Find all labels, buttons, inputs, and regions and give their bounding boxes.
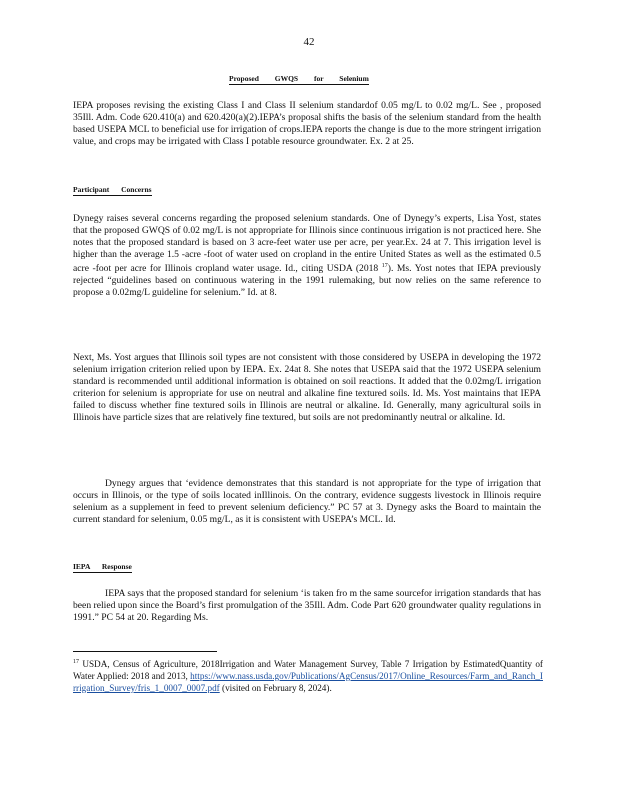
footnote-link[interactable]: https://www.nass.usda.gov/Publications/AgCensus/2017/Online_Resources/Farm_and_Ranch_Irrigation_Survey/fris_1_0007_0007.pdf — [73, 670, 543, 693]
footnote-number: 17 — [73, 659, 79, 665]
footnote-reference[interactable]: 17 — [381, 262, 388, 269]
paragraph-soil-types — [73, 352, 541, 423]
paragraph-text: Dynegy raises several concerns regarding the proposed selenium standards. One of Dynegy’s experts, Lisa Yost, states that the proposed GWQS of 0.02 mg/L is not appropriate for Illinois since continuous irrigation is not practiced here. She notes that the proposed standard is based on 3 acre-feet water use per acre, per year.Ex. 24 at 7. This irrigation level is higher than the average 1.5 -acre -foot of water used on cropland in the entire United States as well as the estimated 0.5 acre -foot per acre for Illinois cropland water usage. Id., citing USDA (2018 — [73, 213, 541, 274]
footnote-visited: (visited on February 8, 2024). — [222, 682, 332, 693]
section-heading: Proposed GWQS for Selenium — [229, 74, 369, 83]
paragraph-proposal — [73, 100, 541, 148]
paragraph-text-end: ). Ms. Yost notes that IEPA previously rejected “guidelines based on continuous watering in the 1991 rulemaking, but now relies on the same reference to propose a 0.02mg/L guideline for selenium.” Id. at 8. — [73, 262, 541, 298]
paragraph-iepa-response — [73, 588, 541, 624]
paragraph-text: Dynegy argues that ‘evidence demonstrates that this standard is not appropriate for the type of irrigation that occurs in Illinois, or the type of soils located inIllinois. On the contrary, evidence suggests livestock in Illinois require selenium as a supplement in feed to prevent selenium deficiency.” PC 57 at 3. Dynegy asks the Board to maintain the current standard for selenium, 0.05 mg/L, as it is consistent with USEPA’s MCL. Id. — [73, 478, 541, 525]
subheading-participant-concerns: Participant Concerns — [73, 185, 152, 194]
footnote-divider — [73, 651, 217, 652]
paragraph-text: IEPA says that the proposed standard for selenium ‘is taken fro m the same sourcefor irrigation standards that has been relied upon since the Board’s first promulgation of the 35Ill. Adm. Code Part 620 groundwater quality regulations in 1991.” PC 54 at 20. Regarding Ms. — [73, 588, 541, 623]
paragraph-text: Next, Ms. Yost argues that Illinois soil types are not consistent with those considered by USEPA in developing the 1972 selenium irrigation criterion relied upon by IEPA. Ex. 24at 8. She notes that USEPA said that the 1972 USEPA selenium standard is recommended until additional information is obtained on soil reactions. It added that the 0.02mg/L irrigation criterion for selenium is appropriate for use on neutral and alkaline fine textured soils. Id. Ms. Yost maintains that IEPA failed to discuss whether fine textured soils in Illinois are neutral or alkaline. Id. Generally, many agricultural soils in Illinois have particle sizes that are relatively fine textured, but soils are not predominantly neutral or alkaline. Id. — [73, 352, 541, 423]
paragraph-dynegy-concerns — [73, 213, 541, 299]
page-number: 42 — [303, 36, 315, 48]
footnote-text: USDA, Census of Agriculture, 2018Irrigation and Water Management Survey, Table 7 Irrigation by EstimatedQuantity of Water Applied: 2018 and 2013, — [73, 659, 543, 681]
footnote — [73, 657, 543, 694]
subheading-iepa-response: IEPA Response — [73, 562, 132, 571]
paragraph-text: IEPA proposes revising the existing Class I and Class II selenium standardof 0.05 mg/L to 0.02 mg/L. See , proposed 35Ill. Adm. Code 620.410(a) and 620.420(a)(2).IEPA’s proposal shifts the basis of the selenium standard from the health based USEPA MCL to beneficial use for irrigation of crops.IEPA reports the change is due to the more stringent irrigation value, and crops may be irrigated with Class I potable resource groundwater. Ex. 2 at 25. — [73, 100, 541, 147]
paragraph-dynegy-argues — [73, 478, 541, 526]
